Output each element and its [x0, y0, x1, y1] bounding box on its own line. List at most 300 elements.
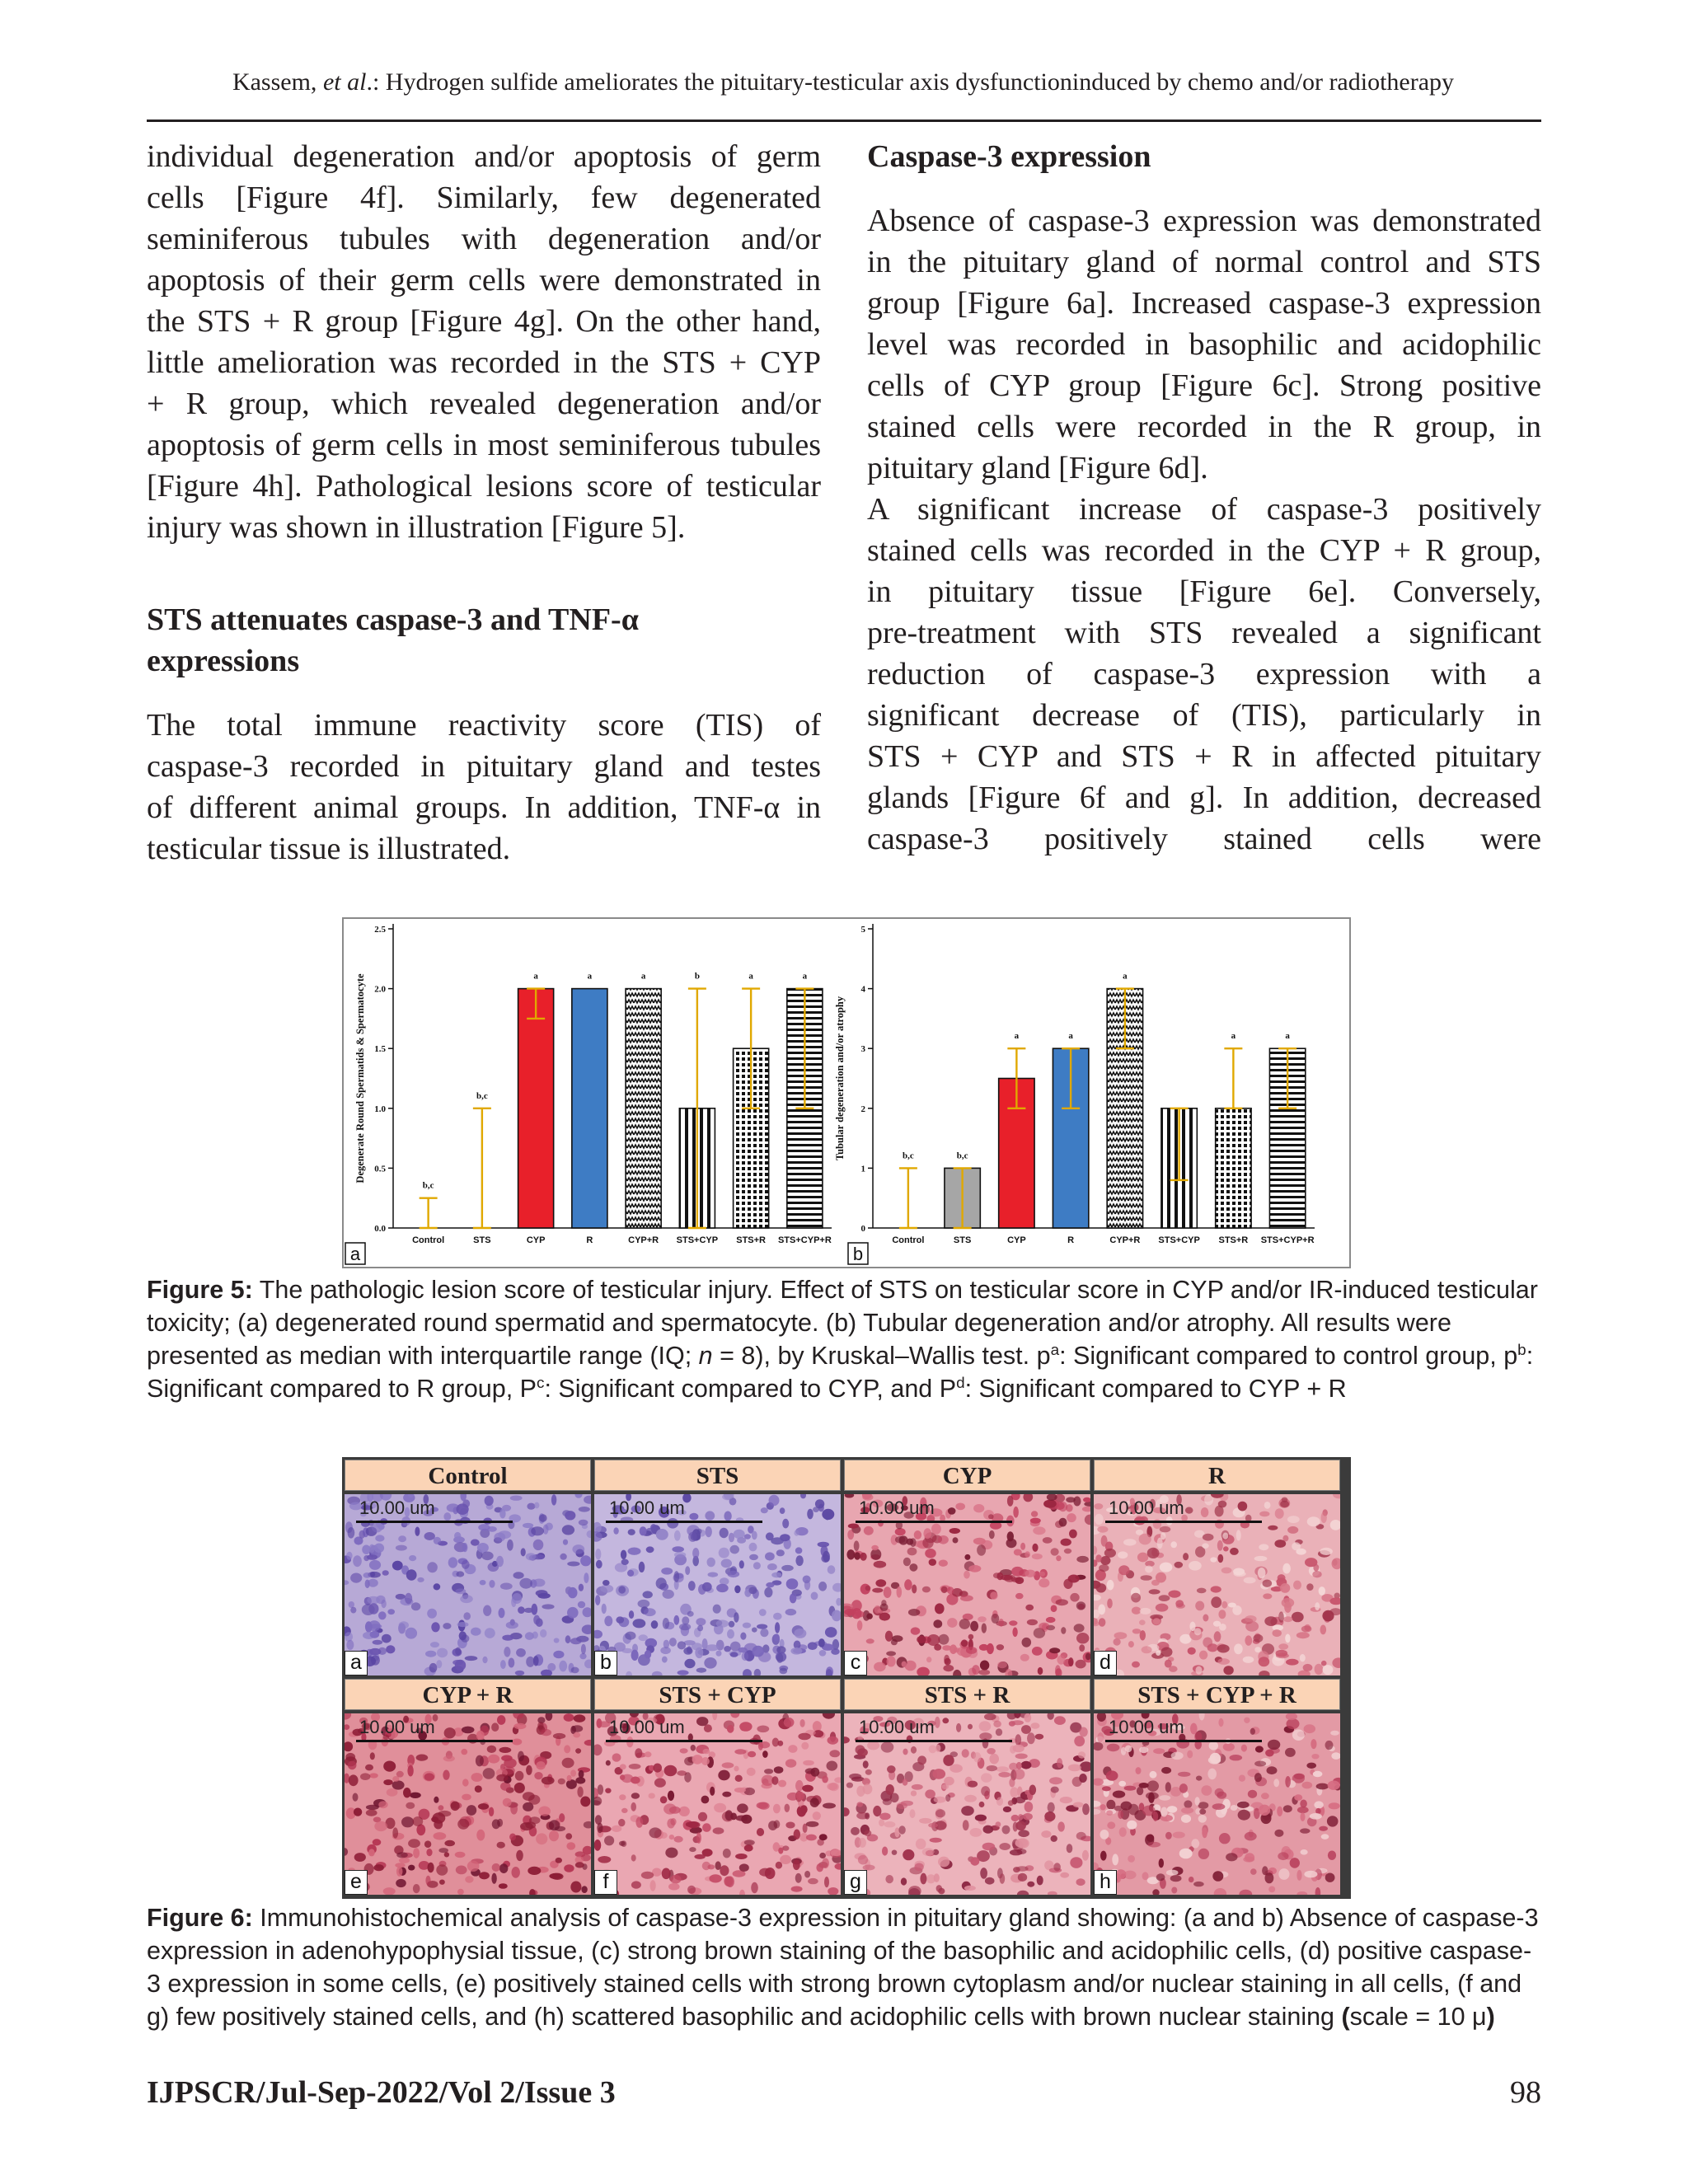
scale-bar: [1105, 1740, 1262, 1742]
cell-nucleus: [1245, 1635, 1252, 1645]
cell-nucleus: [580, 1555, 591, 1566]
cell-nucleus: [444, 1840, 455, 1847]
significance-label: a: [1231, 1031, 1236, 1042]
figure-6-image-row-1: [345, 1494, 1343, 1675]
cell-nucleus: [603, 1580, 610, 1586]
caption-sup: a: [1050, 1341, 1060, 1359]
cell-nucleus: [1011, 1815, 1020, 1821]
cell-nucleus: [942, 1718, 949, 1723]
cell-nucleus: [1166, 1870, 1179, 1876]
text-line: stained cells was recorded in the CYP + R group,: [867, 533, 1541, 568]
cell-nucleus: [1114, 1806, 1123, 1811]
cell-nucleus: [795, 1780, 804, 1792]
cell-nucleus: [1018, 1830, 1029, 1837]
cell-nucleus: [1073, 1802, 1084, 1808]
header-author: Kassem,: [232, 68, 317, 96]
bar-cyp: [518, 989, 554, 1228]
cell-nucleus: [1202, 1827, 1207, 1838]
cell-nucleus: [1284, 1601, 1292, 1613]
cell-nucleus: [803, 1576, 811, 1584]
cell-nucleus: [373, 1864, 383, 1871]
cell-nucleus: [1254, 1761, 1266, 1767]
cell-nucleus: [1014, 1769, 1025, 1779]
cell-nucleus: [467, 1805, 476, 1816]
cell-nucleus: [945, 1794, 950, 1802]
cell-nucleus: [774, 1766, 784, 1774]
cell-nucleus: [1320, 1548, 1333, 1555]
cell-nucleus: [348, 1527, 355, 1539]
cell-nucleus: [886, 1651, 896, 1656]
cell-nucleus: [457, 1622, 469, 1627]
cell-nucleus: [360, 1773, 370, 1780]
cell-nucleus: [629, 1610, 634, 1619]
cell-nucleus: [549, 1820, 560, 1830]
cell-nucleus: [929, 1745, 937, 1753]
cell-nucleus: [370, 1752, 375, 1760]
cell-nucleus: [1329, 1802, 1340, 1809]
cell-nucleus: [911, 1627, 921, 1634]
cell-nucleus: [795, 1873, 802, 1883]
cell-nucleus: [572, 1544, 584, 1554]
scale-label: 10.00 um: [609, 1497, 685, 1518]
cell-nucleus: [909, 1563, 917, 1572]
cell-nucleus: [851, 1827, 860, 1835]
cell-nucleus: [713, 1605, 721, 1614]
cell-nucleus: [692, 1643, 702, 1650]
cell-nucleus: [503, 1798, 512, 1807]
cell-nucleus: [1020, 1654, 1029, 1661]
cell-nucleus: [1114, 1638, 1121, 1646]
cell-nucleus: [621, 1808, 628, 1813]
cell-nucleus: [431, 1622, 439, 1632]
cell-nucleus: [489, 1807, 494, 1816]
y-tick-label: 2: [860, 1104, 865, 1114]
cell-nucleus: [898, 1825, 905, 1834]
cell-nucleus: [669, 1638, 677, 1647]
y-axis-label: Tubular degeneration and/or atrophy: [834, 996, 846, 1161]
cell-nucleus: [563, 1540, 568, 1545]
cell-nucleus: [1218, 1610, 1226, 1619]
significance-label: a: [533, 971, 538, 982]
cell-nucleus: [488, 1526, 497, 1532]
cell-nucleus: [716, 1651, 722, 1657]
y-tick-label: 2.5: [374, 925, 386, 935]
text-line: [Figure 4h]. Pathological lesions score of testicular: [147, 469, 821, 504]
cell-nucleus: [742, 1652, 749, 1661]
cell-nucleus: [685, 1566, 690, 1575]
cell-nucleus: [562, 1525, 574, 1535]
cell-nucleus: [628, 1529, 635, 1535]
cell-nucleus: [513, 1723, 526, 1729]
cell-nucleus: [527, 1503, 535, 1510]
cell-nucleus: [1128, 1641, 1134, 1647]
cell-nucleus: [1273, 1779, 1279, 1787]
cell-nucleus: [963, 1820, 969, 1830]
cell-nucleus: [803, 1760, 814, 1766]
cell-nucleus: [564, 1713, 574, 1722]
cell-nucleus: [1170, 1541, 1177, 1548]
cell-nucleus: [727, 1629, 734, 1638]
cell-nucleus: [747, 1768, 756, 1776]
cell-nucleus: [1278, 1852, 1288, 1860]
cell-nucleus: [1051, 1605, 1057, 1612]
cell-nucleus: [872, 1588, 883, 1593]
histology-panel-c: [844, 1494, 1090, 1675]
cell-nucleus: [1139, 1746, 1148, 1753]
cell-nucleus: [874, 1662, 886, 1672]
cell-nucleus: [724, 1511, 731, 1521]
cell-nucleus: [1000, 1873, 1006, 1884]
cell-nucleus: [798, 1733, 810, 1741]
cell-nucleus: [725, 1810, 734, 1821]
cell-nucleus: [865, 1812, 870, 1819]
cell-nucleus: [932, 1769, 945, 1779]
cell-nucleus: [536, 1590, 548, 1596]
cell-nucleus: [1255, 1746, 1264, 1752]
cell-nucleus: [757, 1726, 769, 1733]
cell-nucleus: [679, 1807, 690, 1816]
cell-nucleus: [1113, 1791, 1125, 1798]
cell-nucleus: [1044, 1811, 1055, 1821]
cell-nucleus: [1228, 1603, 1236, 1608]
panel-letter: a: [349, 1244, 361, 1264]
cell-nucleus: [1283, 1805, 1292, 1812]
cell-nucleus: [904, 1579, 912, 1590]
cell-nucleus: [784, 1718, 795, 1727]
cell-nucleus: [568, 1587, 578, 1598]
cell-nucleus: [935, 1809, 945, 1817]
cell-nucleus: [443, 1512, 451, 1521]
cell-nucleus: [1181, 1815, 1191, 1823]
cell-nucleus: [959, 1619, 970, 1629]
cell-nucleus: [772, 1738, 779, 1747]
cell-nucleus: [1029, 1785, 1037, 1796]
cell-nucleus: [1306, 1583, 1313, 1591]
cell-nucleus: [1193, 1882, 1204, 1886]
cell-nucleus: [660, 1796, 668, 1803]
cell-nucleus: [916, 1839, 926, 1849]
cell-nucleus: [857, 1620, 863, 1630]
histology-panel-b: [594, 1494, 841, 1675]
cell-nucleus: [1140, 1608, 1151, 1615]
cell-nucleus: [456, 1866, 467, 1875]
cell-nucleus: [1307, 1516, 1320, 1526]
cell-nucleus: [346, 1552, 352, 1560]
cell-nucleus: [1178, 1772, 1191, 1777]
text-line: reduction of caspase-3 expression with a: [867, 657, 1541, 691]
text-line: the STS + R group [Figure 4g]. On the other hand,: [147, 304, 821, 339]
cell-nucleus: [973, 1538, 986, 1545]
cell-nucleus: [371, 1655, 380, 1665]
cell-nucleus: [581, 1644, 586, 1655]
cell-nucleus: [981, 1773, 992, 1782]
panel-letter: a: [345, 1651, 368, 1675]
cell-nucleus: [1148, 1842, 1161, 1848]
cell-nucleus: [734, 1788, 746, 1793]
cell-nucleus: [1015, 1754, 1028, 1760]
x-tick-label: R: [1067, 1235, 1075, 1245]
cell-nucleus: [477, 1543, 489, 1553]
cell-nucleus: [1217, 1540, 1223, 1551]
cell-nucleus: [1097, 1732, 1104, 1743]
cell-nucleus: [785, 1804, 790, 1812]
significance-label: b,c: [476, 1090, 488, 1101]
cell-nucleus: [892, 1850, 898, 1855]
cell-nucleus: [1002, 1825, 1010, 1835]
cell-nucleus: [558, 1779, 565, 1785]
cell-nucleus: [735, 1775, 743, 1782]
cell-nucleus: [709, 1874, 721, 1882]
cell-nucleus: [1100, 1851, 1107, 1861]
cell-nucleus: [1057, 1821, 1065, 1831]
cell-nucleus: [796, 1792, 804, 1801]
cell-nucleus: [456, 1571, 464, 1577]
cell-nucleus: [822, 1775, 828, 1783]
cell-nucleus: [1015, 1734, 1022, 1746]
cell-nucleus: [554, 1638, 560, 1643]
cell-nucleus: [1234, 1572, 1246, 1577]
cell-nucleus: [743, 1623, 751, 1629]
cell-nucleus: [1068, 1657, 1074, 1666]
cell-nucleus: [471, 1773, 483, 1782]
cell-nucleus: [808, 1878, 818, 1884]
cell-nucleus: [542, 1777, 555, 1785]
column-header: STS + CYP: [594, 1679, 841, 1710]
cell-nucleus: [999, 1619, 1004, 1627]
cell-nucleus: [1012, 1628, 1017, 1638]
cell-nucleus: [1230, 1755, 1243, 1760]
cell-nucleus: [1170, 1875, 1182, 1882]
cell-nucleus: [533, 1540, 544, 1550]
cell-nucleus: [1078, 1751, 1085, 1758]
cell-nucleus: [578, 1601, 585, 1609]
cell-nucleus: [794, 1830, 800, 1840]
cell-nucleus: [438, 1811, 451, 1816]
cell-nucleus: [1132, 1607, 1141, 1615]
cell-nucleus: [881, 1741, 894, 1752]
cell-nucleus: [1132, 1661, 1140, 1668]
cell-nucleus: [439, 1880, 445, 1885]
cell-nucleus: [964, 1795, 977, 1802]
cell-nucleus: [1259, 1657, 1270, 1666]
cell-nucleus: [1141, 1575, 1152, 1581]
cell-nucleus: [782, 1845, 789, 1850]
x-tick-label: STS+R: [736, 1235, 767, 1245]
panel-letter: g: [844, 1870, 867, 1895]
cell-nucleus: [1293, 1581, 1301, 1590]
cell-nucleus: [674, 1530, 681, 1541]
cell-nucleus: [679, 1624, 691, 1631]
header-rule: [147, 120, 1541, 122]
text-line: testicular tissue is illustrated.: [147, 832, 511, 866]
cell-nucleus: [476, 1755, 484, 1767]
text-line: Absence of caspase-3 expression was demonstrated: [867, 204, 1541, 238]
cell-nucleus: [689, 1513, 698, 1521]
cell-nucleus: [457, 1503, 469, 1515]
cell-nucleus: [627, 1570, 634, 1577]
cell-nucleus: [510, 1496, 523, 1501]
cell-nucleus: [691, 1745, 696, 1751]
cell-nucleus: [897, 1586, 903, 1598]
cell-nucleus: [744, 1534, 751, 1539]
cell-nucleus: [612, 1753, 621, 1761]
cell-nucleus: [854, 1540, 860, 1551]
cell-nucleus: [1316, 1783, 1329, 1790]
cell-nucleus: [1021, 1725, 1031, 1734]
cell-nucleus: [1171, 1887, 1177, 1894]
cell-nucleus: [1060, 1872, 1069, 1878]
cell-nucleus: [518, 1751, 524, 1762]
cell-nucleus: [928, 1823, 938, 1828]
cell-nucleus: [1128, 1804, 1139, 1816]
cell-nucleus: [483, 1605, 491, 1616]
cell-nucleus: [534, 1772, 542, 1779]
cell-nucleus: [739, 1560, 744, 1568]
cell-nucleus: [1030, 1518, 1041, 1524]
cell-nucleus: [728, 1571, 740, 1577]
cell-nucleus: [823, 1803, 836, 1809]
cell-nucleus: [1304, 1724, 1315, 1733]
cell-nucleus: [1245, 1832, 1257, 1841]
cell-nucleus: [729, 1621, 735, 1628]
cell-nucleus: [1264, 1502, 1271, 1509]
cell-nucleus: [499, 1608, 505, 1618]
cell-nucleus: [734, 1530, 745, 1539]
cell-nucleus: [625, 1632, 635, 1640]
cell-nucleus: [744, 1844, 753, 1851]
cell-nucleus: [645, 1650, 651, 1658]
cell-nucleus: [396, 1879, 406, 1887]
cell-nucleus: [539, 1514, 547, 1522]
cell-nucleus: [1203, 1615, 1208, 1622]
cell-nucleus: [1238, 1810, 1250, 1821]
cell-nucleus: [800, 1719, 805, 1727]
cell-nucleus: [806, 1835, 817, 1841]
cell-nucleus: [922, 1848, 935, 1856]
cell-nucleus: [1153, 1748, 1165, 1754]
cell-nucleus: [459, 1631, 467, 1640]
cell-nucleus: [551, 1873, 564, 1880]
cell-nucleus: [479, 1872, 490, 1879]
cell-nucleus: [925, 1549, 936, 1558]
cell-nucleus: [639, 1634, 648, 1641]
cell-nucleus: [345, 1632, 353, 1642]
histology-panel-a: [345, 1494, 591, 1675]
cell-nucleus: [933, 1619, 942, 1628]
cell-nucleus: [968, 1781, 978, 1788]
cell-nucleus: [368, 1603, 378, 1614]
text-line: A significant increase of caspase-3 positively: [867, 492, 1541, 527]
cell-nucleus: [908, 1609, 920, 1616]
cell-nucleus: [1183, 1553, 1189, 1560]
cell-nucleus: [999, 1843, 1010, 1850]
cell-nucleus: [973, 1504, 984, 1512]
cell-nucleus: [865, 1586, 871, 1591]
cell-nucleus: [1067, 1513, 1076, 1522]
cell-nucleus: [774, 1633, 780, 1641]
cell-nucleus: [1020, 1543, 1025, 1550]
cell-nucleus: [887, 1765, 896, 1773]
cell-nucleus: [1076, 1832, 1086, 1840]
cell-nucleus: [663, 1590, 674, 1599]
cell-nucleus: [879, 1613, 890, 1621]
cell-nucleus: [1301, 1812, 1306, 1821]
cell-nucleus: [1054, 1716, 1066, 1725]
cell-nucleus: [1076, 1556, 1089, 1563]
cell-nucleus: [1321, 1512, 1327, 1523]
cell-nucleus: [1286, 1659, 1299, 1666]
cell-nucleus: [1079, 1644, 1085, 1652]
cell-nucleus: [1096, 1583, 1107, 1592]
cell-nucleus: [1100, 1556, 1110, 1565]
text-line: little amelioration was recorded in the STS + CYP: [147, 345, 821, 380]
cell-nucleus: [884, 1586, 892, 1598]
cell-nucleus: [683, 1647, 692, 1655]
cell-nucleus: [911, 1791, 917, 1797]
cell-nucleus: [536, 1833, 547, 1844]
cell-nucleus: [426, 1849, 432, 1856]
cell-nucleus: [992, 1614, 1000, 1624]
histology-panel-e: [345, 1713, 591, 1895]
cell-nucleus: [950, 1765, 963, 1773]
cell-nucleus: [1330, 1731, 1339, 1736]
text-line: caspase-3 positively stained cells were: [867, 822, 1541, 856]
cell-nucleus: [434, 1832, 447, 1840]
cell-nucleus: [602, 1604, 607, 1614]
cell-nucleus: [993, 1721, 1001, 1727]
cell-nucleus: [1153, 1618, 1160, 1624]
cell-nucleus: [979, 1721, 992, 1732]
cell-nucleus: [920, 1873, 926, 1885]
cell-nucleus: [665, 1848, 678, 1858]
cell-nucleus: [950, 1528, 960, 1534]
cell-nucleus: [653, 1764, 662, 1773]
cell-nucleus: [350, 1573, 362, 1583]
text-line: STS + CYP and STS + R in affected pituitary: [867, 739, 1541, 774]
cell-nucleus: [1165, 1832, 1172, 1840]
cell-nucleus: [1196, 1666, 1203, 1675]
cell-nucleus: [674, 1571, 680, 1582]
cell-nucleus: [936, 1885, 942, 1892]
cell-nucleus: [649, 1827, 661, 1838]
cell-nucleus: [1202, 1543, 1208, 1549]
cell-nucleus: [769, 1495, 780, 1507]
cell-nucleus: [1142, 1806, 1156, 1816]
cell-nucleus: [348, 1761, 357, 1770]
cell-nucleus: [764, 1769, 773, 1774]
cell-nucleus: [941, 1784, 949, 1789]
cell-nucleus: [573, 1732, 580, 1738]
cell-nucleus: [1039, 1623, 1049, 1630]
caption-sup: b: [1517, 1341, 1526, 1359]
cell-nucleus: [462, 1794, 471, 1801]
cell-nucleus: [574, 1714, 586, 1722]
cell-nucleus: [696, 1618, 706, 1626]
cell-nucleus: [1016, 1866, 1029, 1871]
cell-nucleus: [863, 1760, 869, 1768]
cell-nucleus: [1221, 1568, 1232, 1574]
cell-nucleus: [1223, 1666, 1233, 1675]
cell-nucleus: [1173, 1832, 1185, 1839]
scale-bar: [1105, 1521, 1262, 1523]
cell-nucleus: [738, 1647, 748, 1653]
cell-nucleus: [396, 1852, 408, 1858]
cell-nucleus: [1016, 1762, 1022, 1769]
cell-nucleus: [462, 1779, 469, 1786]
cell-nucleus: [1033, 1526, 1045, 1535]
cell-nucleus: [1022, 1638, 1032, 1647]
cell-nucleus: [1161, 1767, 1171, 1774]
